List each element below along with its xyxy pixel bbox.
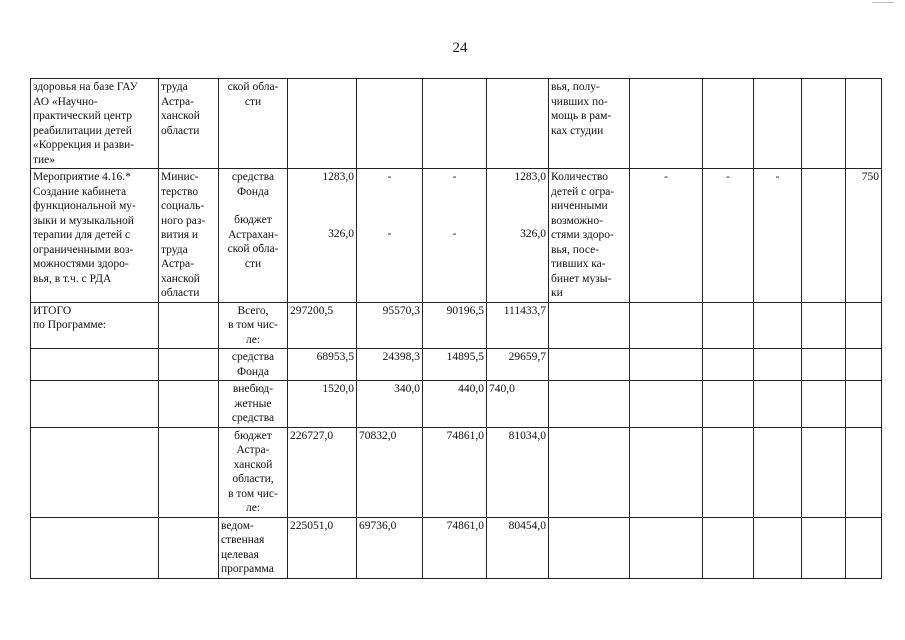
funding-source-cell: бюджет Астра- ханской области, в том чис- ле: <box>219 427 288 517</box>
program-table <box>30 78 882 579</box>
indicator-cell <box>802 302 846 349</box>
indicator-cell <box>754 381 802 428</box>
total-cell: 68953,5 <box>288 349 357 381</box>
indicator-cell <box>846 302 882 349</box>
funding-source-cell: ской обла- сти <box>219 79 288 169</box>
total-cell: 225051,0 <box>288 517 357 578</box>
year1-cell <box>357 79 423 169</box>
indicator-cell: - <box>630 169 703 303</box>
funding-source-cell: средства Фонда <box>219 349 288 381</box>
year2-cell: 14895,5 <box>423 349 487 381</box>
activity-name-cell <box>31 381 159 428</box>
executor-cell: Минис- терство социаль- ного раз- вития и труда Астра- ханской области <box>159 169 219 303</box>
indicator-cell: 750 <box>846 169 882 303</box>
year1-cell: 95570,3 <box>357 302 423 349</box>
table-row <box>31 302 882 349</box>
page-number: 24 <box>452 40 468 56</box>
indicator-cell <box>802 381 846 428</box>
indicator-cell <box>846 79 882 169</box>
activity-name-cell <box>31 427 159 517</box>
funding-source-cell: Всего, в том чис- ле: <box>219 302 288 349</box>
table-row <box>31 349 882 381</box>
indicator-cell <box>754 517 802 578</box>
year1-cell: 340,0 <box>357 381 423 428</box>
total-cell: 1520,0 <box>288 381 357 428</box>
total-cell: 226727,0 <box>288 427 357 517</box>
indicator-cell <box>846 381 882 428</box>
result-cell <box>549 427 630 517</box>
year2-cell: 74861,0 <box>423 517 487 578</box>
indicator-cell <box>802 427 846 517</box>
indicator-cell <box>703 349 754 381</box>
funding-source-cell: внебюд- жетные средства <box>219 381 288 428</box>
indicator-cell <box>802 349 846 381</box>
indicator-cell <box>846 427 882 517</box>
table-row <box>31 79 882 169</box>
executor-cell <box>159 517 219 578</box>
indicator-cell <box>630 302 703 349</box>
year1-cell: - - <box>357 169 423 303</box>
activity-name-cell: здоровья на базе ГАУ АО «Научно- практический центр реабилитации детей «Коррекция и разви- тие» <box>31 79 159 169</box>
funding-source-cell: ведом- ственная целевая программа <box>219 517 288 578</box>
indicator-cell <box>754 349 802 381</box>
total-cell <box>288 79 357 169</box>
year2-cell: - - <box>423 169 487 303</box>
year3-cell: 29659,7 <box>487 349 549 381</box>
year3-cell: 740,0 <box>487 381 549 428</box>
executor-cell <box>159 302 219 349</box>
result-cell: Количество детей с огра- ниченными возможно- стями здоро- вья, посе- тивших ка- бинет музы- ки <box>549 169 630 303</box>
activity-name-cell <box>31 517 159 578</box>
year3-cell: 80454,0 <box>487 517 549 578</box>
indicator-cell <box>802 79 846 169</box>
indicator-cell <box>630 517 703 578</box>
scan-mark <box>872 2 894 3</box>
indicator-cell <box>703 302 754 349</box>
year2-cell: 90196,5 <box>423 302 487 349</box>
table-row <box>31 427 882 517</box>
table-row <box>31 517 882 578</box>
indicator-cell <box>846 349 882 381</box>
year3-cell: 1283,0 326,0 <box>487 169 549 303</box>
year1-cell: 70832,0 <box>357 427 423 517</box>
funding-source-cell: средства Фонда бюджет Астрахан- ской обла- сти <box>219 169 288 303</box>
indicator-cell <box>703 381 754 428</box>
indicator-cell <box>754 79 802 169</box>
executor-cell <box>159 349 219 381</box>
total-cell: 297200,5 <box>288 302 357 349</box>
year3-cell <box>487 79 549 169</box>
indicator-cell <box>802 169 846 303</box>
executor-cell <box>159 381 219 428</box>
table-row <box>31 381 882 428</box>
indicator-cell <box>630 427 703 517</box>
result-cell: вья, полу- чивших по- мощь в рам- ках студии <box>549 79 630 169</box>
year3-cell: 111433,7 <box>487 302 549 349</box>
year2-cell: 74861,0 <box>423 427 487 517</box>
year3-cell: 81034,0 <box>487 427 549 517</box>
result-cell <box>549 517 630 578</box>
indicator-cell <box>630 349 703 381</box>
indicator-cell <box>630 381 703 428</box>
year2-cell: 440,0 <box>423 381 487 428</box>
indicator-cell <box>703 79 754 169</box>
year1-cell: 69736,0 <box>357 517 423 578</box>
indicator-cell <box>846 517 882 578</box>
indicator-cell <box>703 427 754 517</box>
activity-name-cell: ИТОГО по Программе: <box>31 302 159 349</box>
indicator-cell: - <box>703 169 754 303</box>
executor-cell: труда Астра- ханской области <box>159 79 219 169</box>
result-cell <box>549 349 630 381</box>
indicator-cell <box>802 517 846 578</box>
activity-name-cell <box>31 349 159 381</box>
indicator-cell <box>754 427 802 517</box>
table-row <box>31 169 882 303</box>
total-cell: 1283,0 326,0 <box>288 169 357 303</box>
indicator-cell <box>703 517 754 578</box>
result-cell <box>549 302 630 349</box>
indicator-cell <box>630 79 703 169</box>
result-cell <box>549 381 630 428</box>
year1-cell: 24398,3 <box>357 349 423 381</box>
indicator-cell <box>754 302 802 349</box>
indicator-cell: - <box>754 169 802 303</box>
year2-cell <box>423 79 487 169</box>
executor-cell <box>159 427 219 517</box>
activity-name-cell: Мероприятие 4.16.* Создание кабинета функциональной му- зыки и музыкальной терапии для детей с ограниченными воз- можностями здоро- вья, в т.ч. с РДА <box>31 169 159 303</box>
